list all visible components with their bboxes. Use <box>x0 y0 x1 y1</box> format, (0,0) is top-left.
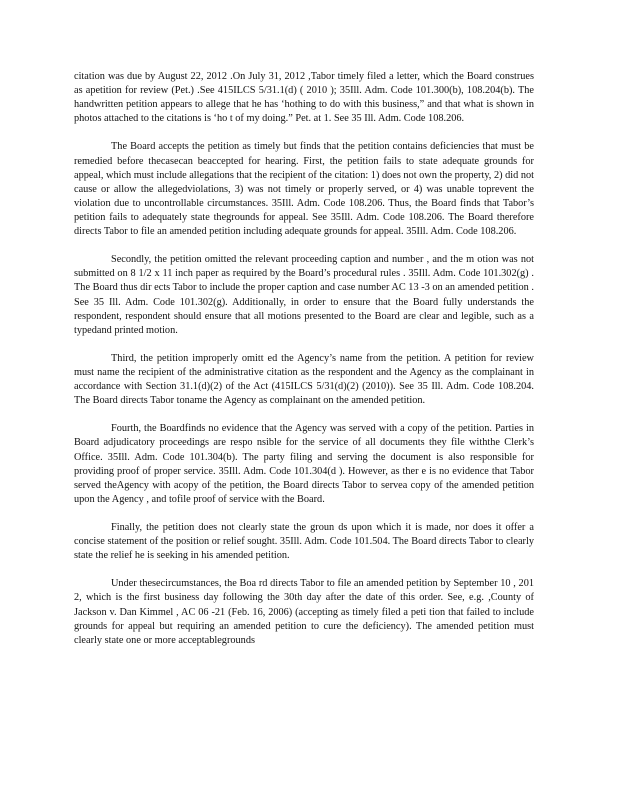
paragraph-fourth: Fourth, the Boardfinds no evidence that the Agency was served with a copy of the petition. Parties in Board adjudicatory proceedings are respo nsible for the service of all documents they file withthe Clerk’s Office. 35Ill. Adm. Code 101.304(b). The party filing and serving the document is also responsible for providing proof of proper service. 35Ill. Adm. Code 101.304(d ). However, as ther e is no evidence that Tabor served theAgency with acopy of the petition, the Board directs Tabor to servea copy of the amended petition upon the Agency , and tofile proof of service with the Board. <box>74 423 534 505</box>
document-body <box>74 70 534 662</box>
paragraph-citation-due: citation was due by August 22, 2012 .On July 31, 2012 ,Tabor timely filed a letter, which the Board construes as apetition for review (Pet.) .See 415ILCS 5/31.1(d) ( 2010 ); 35Ill. Adm. Code 101.300(b), 108.204(b). The handwritten petition appears to allege that he has ‘hothing to do with this business,” and that what is shown in photos attached to the citations is ‘ho t of my doing.” Pet. at 1. See 35 Ill. Adm. Code 108.206. <box>74 71 534 125</box>
paragraph-under-circumstances: Under thesecircumstances, the Boa rd directs Tabor to file an amended petition by September 10 , 201 2, which is the first business day following the 30th day after the date of this order. See, e.g. ,County of Jackson v. Dan Kimmel , AC 06 -21 (Feb. 16, 2006) (accepting as timely filed a peti tion that failed to include grounds for appeal but requiring an amended petition to cure the deficiency). The amended petition must clearly state one or more acceptablegrounds <box>74 578 534 646</box>
paragraph-finally: Finally, the petition does not clearly state the groun ds upon which it is made, nor does it offer a concise statement of the position or relief sought. 35Ill. Adm. Code 101.504. The Board directs Tabor to clearly state the relief he is seeking in his amended petition. <box>74 522 534 562</box>
paragraph-third: Third, the petition improperly omitt ed the Agency’s name from the petition. A petition for review must name the recipient of the administrative citation as the respondent and the Agency as the complainant in accordance with Section 31.1(d)(2) of the Act (415ILCS 5/31(d)(2) (2010)). See 35 Ill. Adm. Code 108.204. The Board directs Tabor toname the Agency as complainant on the amended petition. <box>74 352 534 407</box>
paragraph-secondly: Secondly, the petition omitted the relevant proceeding caption and number , and the m otion was not submitted on 8 1/2 x 11 inch paper as required by the Board’s procedural rules . 35Ill. Adm. Code 101.302(g) . The Board thus dir ects Tabor to include the proper caption and case number AC 13 -3 on an amended petition . See 35 Ill. Adm. Code 101.302(g). Additionally, in order to ensure that the Board fully understands the respondent, respondent should ensure that all motions presented to the Board are clear and legible, such as a typedand printed motion. <box>74 254 534 336</box>
paragraph-board-accepts: The Board accepts the petition as timely but finds that the petition contains deficiencies that must be remedied before thecasecan beaccepted for hearing. First, the petition fails to state adequate grounds for appeal, which must include allegations that the recipient of the citation: 1) does not own the property, 2) did not cause or allow the allegedviolations, 3) was not timely or properly served, or 4) was unable toprevent the violation due to uncontrollable circumstances. 35Ill. Adm. Code 108.206. Thus, the Board finds that Tabor’s petition fails to adequately state thegrounds for appeal. See 35Ill. Adm. Code 108.206. The Board therefore directs Tabor to file an amended petition including adequate grounds for appeal. 35Ill. Adm. Code 108.206. <box>74 141 534 238</box>
